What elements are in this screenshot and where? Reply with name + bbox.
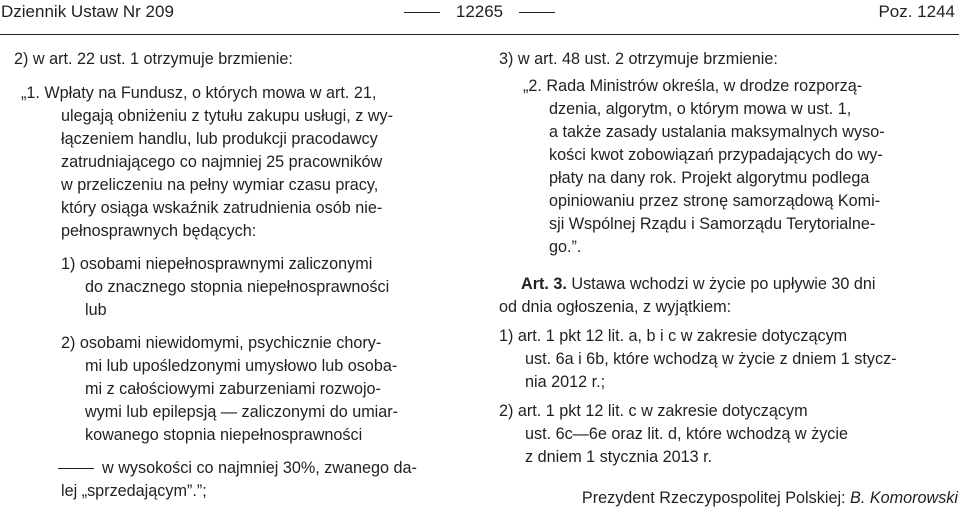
text-line: kości kwot zobowiązań przypadających do wy- <box>549 146 883 164</box>
signature-line <box>499 487 958 510</box>
text-line: ust. 6a i 6b, które wchodzą w życie z dniem 1 stycz- <box>525 350 897 368</box>
text-line: mi z całościowymi zaburzeniami rozwojo- <box>85 380 381 398</box>
text-line: opiniowaniu przez stronę samorządową Komi- <box>549 192 881 210</box>
text-line: wymi lub epilepsją — zaliczonymi do umiar- <box>85 403 399 421</box>
article-3-label: Art. 3. <box>521 275 567 293</box>
page-number: 12265 <box>455 2 504 21</box>
left-column <box>14 48 462 503</box>
text-line: 1) art. 1 pkt 12 lit. a, b i c w zakresie dotyczącym <box>499 327 848 345</box>
dash-left <box>404 12 440 13</box>
text-line: „2. Rada Ministrów określa, w drodze rozporzą- <box>523 77 863 95</box>
text-line: w wysokości co najmniej 30%, zwanego da- <box>102 459 417 477</box>
amendment-intro-3: 3) w art. 48 ust. 2 otrzymuje brzmienie: <box>499 50 778 68</box>
text-line: pełnosprawnych będących: <box>61 222 257 240</box>
list-item-1 <box>14 253 462 322</box>
text-line: 2) osobami niewidomymi, psychicznie chory- <box>61 334 382 352</box>
text-line: nia 2012 r.; <box>525 373 606 391</box>
page-number-block <box>0 0 959 24</box>
position-number: Poz. 1244 <box>878 2 955 21</box>
text-line: 2) art. 1 pkt 12 lit. c w zakresie dotyczącym <box>499 402 808 420</box>
amendment-intro-2: 2) w art. 22 ust. 1 otrzymuje brzmienie: <box>14 50 293 68</box>
text-line: ust. 6c—6e oraz lit. d, które wchodzą w życie <box>525 425 848 443</box>
signature-title: Prezydent Rzeczypospolitej Polskiej: <box>581 489 851 507</box>
header-rule <box>0 34 959 35</box>
em-dash <box>58 468 94 469</box>
dash-right <box>519 12 555 13</box>
text-line: który osiąga wskaźnik zatrudnienia osób nie- <box>61 199 383 217</box>
list-item-2 <box>14 332 462 447</box>
text-line: do znacznego stopnia niepełnosprawności <box>85 278 390 296</box>
exception-1 <box>499 325 958 394</box>
signature-name: B. Komorowski <box>850 489 958 507</box>
closing-clause <box>14 457 462 503</box>
text-line: ulegają obniżeniu z tytułu zakupu usługi, z wy- <box>61 107 394 125</box>
text-line: go.”. <box>549 238 582 256</box>
text-line: lub <box>85 301 107 319</box>
exception-2 <box>499 400 958 469</box>
text-line: płaty na dany rok. Projekt algorytmu podlega <box>549 169 870 187</box>
text-line: z dniem 1 stycznia 2013 r. <box>525 448 713 466</box>
text-line: „1. Wpłaty na Fundusz, o których mowa w art. 21, <box>21 84 377 102</box>
journal-title: Dziennik Ustaw Nr 209 <box>1 2 174 21</box>
quoted-paragraph-1 <box>14 82 462 243</box>
text-line: Ustawa wchodzi w życie po upływie 30 dni <box>571 275 876 293</box>
quoted-paragraph-2 <box>499 75 958 259</box>
right-column <box>499 48 958 510</box>
text-line: zatrudniającego co najmniej 25 pracowników <box>61 153 383 171</box>
text-line: lej „sprzedającym”.”; <box>61 482 207 500</box>
text-line: łączeniem handlu, lub produkcji pracodawcy <box>61 130 378 148</box>
text-line: 1) osobami niepełnosprawnymi zaliczonymi <box>61 255 373 273</box>
text-line: od dnia ogłoszenia, z wyjątkiem: <box>499 298 732 316</box>
article-3 <box>499 273 958 319</box>
text-line: w przeliczeniu na pełny wymiar czasu pracy, <box>61 176 379 194</box>
text-line: kowanego stopnia niepełnosprawności <box>85 426 363 444</box>
text-line: a także zasady ustalania maksymalnych wyso- <box>549 123 885 141</box>
text-line: mi lub upośledzonymi umysłowo lub osoba- <box>85 357 398 375</box>
text-line: dzenia, algorytm, o którym mowa w ust. 1, <box>549 100 852 118</box>
text-line: sji Wspólnej Rządu i Samorządu Terytorialne- <box>549 215 876 233</box>
